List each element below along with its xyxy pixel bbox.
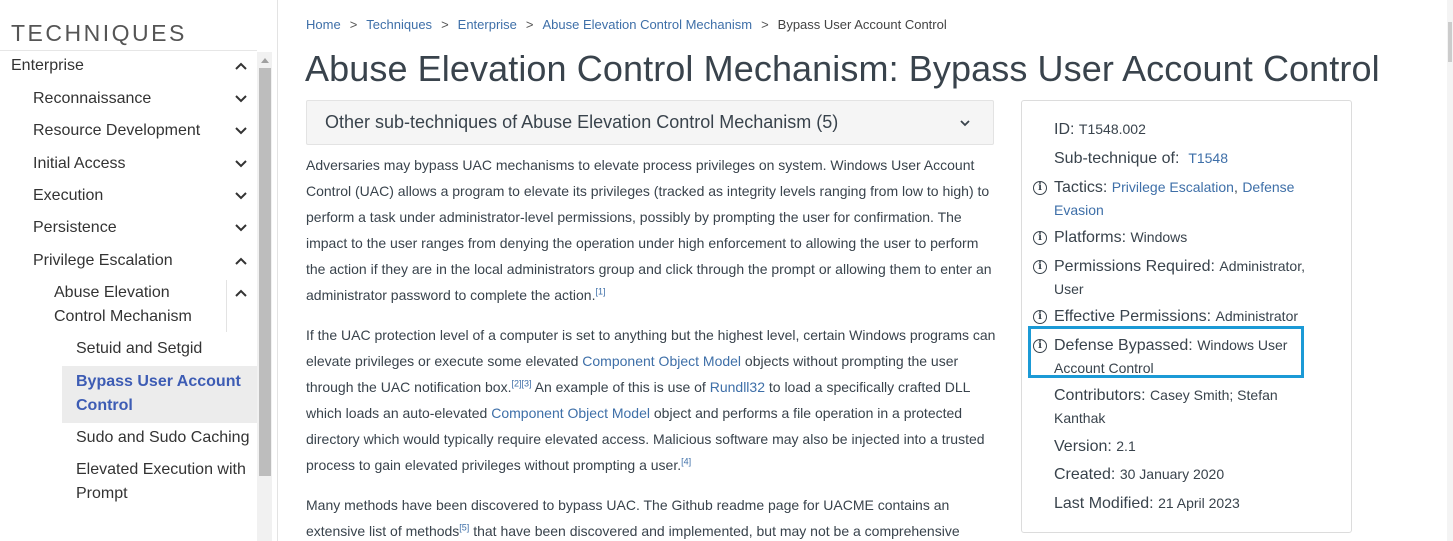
- description-paragraph-2: [306, 322, 996, 478]
- info-value: T1548.002: [1078, 121, 1146, 137]
- chevron-down-icon[interactable]: [234, 124, 248, 138]
- info-tactics: [1038, 176, 1324, 222]
- info-label: Version:: [1054, 438, 1112, 455]
- info-last-modified: [1054, 492, 1324, 515]
- info-circle-icon[interactable]: i: [1033, 260, 1047, 274]
- subtechniques-dropdown[interactable]: [306, 100, 994, 145]
- page-title: Abuse Elevation Control Mechanism: Bypass User Account Control: [305, 48, 1380, 89]
- info-label: ID:: [1054, 121, 1075, 138]
- sidebar-item-label: Elevated Execution with: [76, 461, 246, 478]
- reference-link[interactable]: [2]: [511, 378, 522, 389]
- sidebar-title: TECHNIQUES: [11, 20, 187, 46]
- reference-link[interactable]: [3]: [521, 378, 532, 389]
- parent-technique-link[interactable]: T1548: [1188, 150, 1229, 166]
- breadcrumb-separator: >: [441, 17, 449, 32]
- breadcrumb-enterprise[interactable]: Enterprise: [457, 17, 517, 32]
- breadcrumb-current: Bypass User Account Control: [777, 17, 947, 32]
- paragraph-text: If the UAC protection level of a computer is set to anything but the highest level, certain Windows programs can elevate privileges or execute some elevated: [306, 327, 996, 369]
- sidebar-item-reconnaissance[interactable]: Reconnaissance: [33, 90, 152, 107]
- info-contributors: [1054, 384, 1324, 430]
- paragraph-text: Adversaries may bypass UAC mechanisms to elevate process privileges on system. Windows User Account Control (UAC) allows a program to elevate its privileges (tracked as integrity levels ranging from low to high) to perform a task under administrator-level permissions, possibly by prompting the user for confirmation. The impact to the user ranges from denying the operation under high enforcement to allowing the user to perform the action if they are in the local administrators group and click through the prompt or allowing them to enter an administrator password to complete the action.: [306, 157, 992, 303]
- reference-link[interactable]: [4]: [681, 456, 692, 467]
- page-scroll-thumb[interactable]: [1448, 22, 1452, 62]
- link-component-object-model[interactable]: Component Object Model: [582, 353, 742, 369]
- sidebar-item-label: Abuse Elevation: [54, 284, 170, 301]
- sidebar-item-label: Bypass User Account: [76, 373, 241, 390]
- breadcrumb-techniques[interactable]: Techniques: [366, 17, 433, 32]
- info-sub-technique-of: [1054, 147, 1324, 170]
- info-effective-permissions: [1038, 305, 1324, 328]
- info-value: Administrator, User: [1054, 258, 1305, 297]
- chevron-down-icon[interactable]: [234, 221, 248, 235]
- info-value: 21 April 2023: [1158, 495, 1240, 511]
- sidebar-divider: [0, 50, 257, 51]
- info-circle-icon[interactable]: i: [1033, 310, 1047, 324]
- info-value: Casey Smith; Stefan Kanthak: [1054, 387, 1278, 426]
- chevron-down-icon[interactable]: [234, 92, 248, 106]
- info-version: [1054, 435, 1324, 458]
- sidebar-item-label: Control Mechanism: [54, 308, 192, 325]
- sidebar-item-privilege-escalation[interactable]: Privilege Escalation: [33, 252, 173, 269]
- breadcrumb-parent-technique[interactable]: Abuse Elevation Control Mechanism: [542, 17, 753, 32]
- sidebar-item-label: Control: [76, 397, 133, 414]
- paragraph-text: objects without prompting the user through the UAC notification box.: [306, 353, 959, 395]
- info-label: Defense Bypassed:: [1054, 337, 1193, 354]
- chevron-up-icon[interactable]: [234, 286, 248, 300]
- sidebar-item-setuid[interactable]: Setuid and Setgid: [76, 340, 203, 357]
- info-circle-icon[interactable]: i: [1033, 181, 1047, 195]
- divider: [226, 280, 227, 332]
- sidebar-item-abuse-elevation[interactable]: [54, 281, 192, 329]
- sidebar-item-resource-development[interactable]: Resource Development: [33, 122, 201, 139]
- info-permissions-required: [1038, 255, 1324, 301]
- chevron-up-icon[interactable]: [234, 254, 248, 268]
- breadcrumb-separator: >: [349, 17, 358, 32]
- info-platforms: [1038, 226, 1324, 249]
- info-value: Windows: [1130, 229, 1188, 245]
- info-created: [1054, 463, 1324, 486]
- sidebar-scroll-thumb[interactable]: [259, 68, 271, 476]
- info-circle-icon[interactable]: i: [1033, 231, 1047, 245]
- paragraph-text: object and performs a file operation in a protected directory which would typically require elevated access. Malicious software may also be injected into a trusted process to gain elevated privileges without prompting a user.: [306, 405, 985, 473]
- paragraph-text: to load a specifically crafted DLL which loads an auto-elevated: [306, 379, 970, 421]
- info-label: Sub-technique of:: [1054, 150, 1180, 167]
- info-label: Tactics:: [1054, 179, 1108, 196]
- sidebar-item-bypass-uac[interactable]: [76, 370, 241, 418]
- info-value: 2.1: [1116, 438, 1136, 454]
- subtechniques-label: Other sub-techniques of Abuse Elevation Control Mechanism (5): [325, 112, 839, 132]
- link-rundll32[interactable]: Rundll32: [709, 379, 765, 395]
- paragraph-text: that have been discovered and implemented, but may not be a comprehensive: [469, 523, 960, 539]
- info-circle-icon[interactable]: i: [1033, 339, 1047, 353]
- breadcrumb-home[interactable]: Home: [306, 17, 341, 32]
- sidebar-item-elevated-execution[interactable]: [76, 458, 246, 506]
- scroll-up-arrow-icon[interactable]: [261, 58, 269, 63]
- chevron-down-icon[interactable]: [234, 189, 248, 203]
- breadcrumb-separator: >: [761, 17, 769, 32]
- info-id: [1054, 118, 1324, 141]
- paragraph-text: An example of this is use of: [531, 379, 710, 395]
- link-component-object-model[interactable]: Component Object Model: [491, 405, 650, 421]
- reference-link[interactable]: [5]: [459, 522, 470, 533]
- info-value: Windows User Account Control: [1054, 337, 1288, 376]
- info-value: Administrator: [1215, 308, 1299, 324]
- tactic-separator: ,: [1233, 179, 1238, 195]
- info-label: Permissions Required:: [1054, 258, 1215, 275]
- sidebar-item-label: Prompt: [76, 485, 128, 502]
- info-value: 30 January 2020: [1119, 466, 1225, 482]
- defense-bypassed-highlight: [1028, 326, 1304, 378]
- breadcrumb: [306, 17, 947, 32]
- sidebar-item-execution[interactable]: Execution: [33, 187, 104, 204]
- info-label: Last Modified:: [1054, 495, 1154, 512]
- info-label: Created:: [1054, 466, 1116, 483]
- page-scrollbar[interactable]: [1447, 0, 1453, 541]
- tactic-defense-evasion-link[interactable]: Defense Evasion: [1054, 179, 1295, 218]
- sidebar-item-enterprise[interactable]: Enterprise: [11, 57, 84, 74]
- info-label: Platforms:: [1054, 229, 1127, 246]
- sidebar-item-initial-access[interactable]: Initial Access: [33, 155, 126, 172]
- chevron-down-icon: [958, 116, 972, 130]
- tactic-privilege-escalation-link[interactable]: Privilege Escalation: [1111, 179, 1234, 195]
- sidebar: [0, 0, 278, 541]
- breadcrumb-separator: >: [525, 17, 534, 32]
- paragraph-text: Many methods have been discovered to bypass UAC. The Github readme page for UACME contains an extensive list of methods: [306, 497, 950, 539]
- chevron-up-icon[interactable]: [234, 59, 248, 73]
- sidebar-item-sudo-caching[interactable]: Sudo and Sudo Caching: [76, 429, 250, 446]
- description-paragraph-1: [306, 152, 996, 308]
- description-paragraph-3: [306, 492, 996, 541]
- sidebar-item-persistence[interactable]: Persistence: [33, 219, 117, 236]
- chevron-down-icon[interactable]: [234, 157, 248, 171]
- reference-link[interactable]: [1]: [595, 286, 606, 297]
- technique-info-card: [1021, 100, 1352, 533]
- info-label: Effective Permissions:: [1054, 308, 1212, 325]
- info-label: Contributors:: [1054, 387, 1146, 404]
